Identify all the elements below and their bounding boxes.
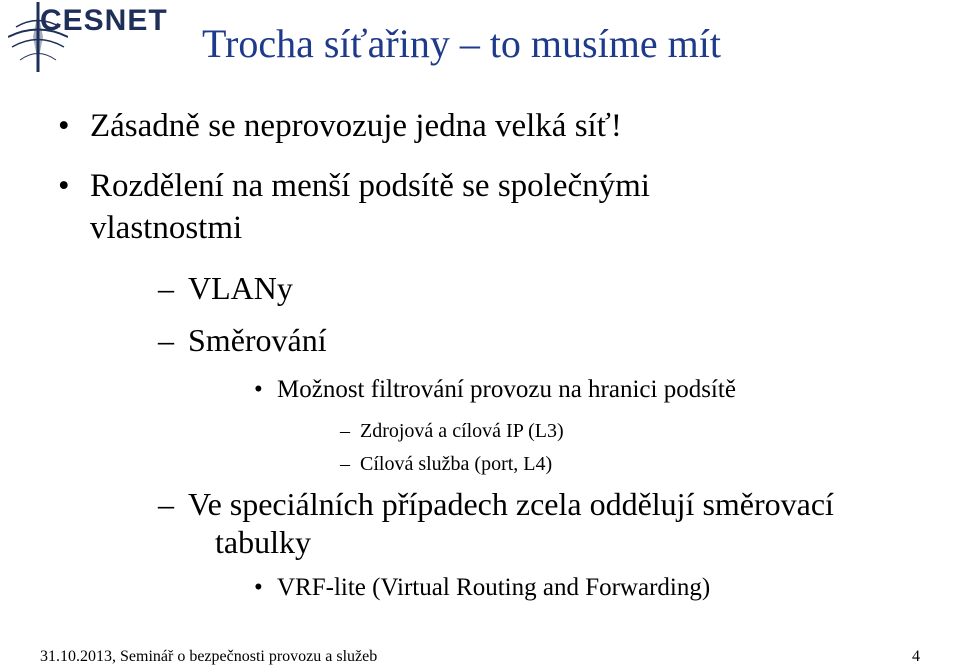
bullet-dash: – xyxy=(158,322,174,358)
bullet-2-text-line1: Rozdělení na menší podsítě se společnými xyxy=(90,168,650,204)
bullet-1-text: Zásadně se neprovozuje jedna velká síť! xyxy=(90,108,622,144)
sub-bullet-special-cases-line2: tabulky xyxy=(215,524,311,560)
sub-sub-bullet-vrf-lite: VRF-lite (Virtual Routing and Forwarding) xyxy=(277,574,711,601)
footer-text: 31.10.2013, Seminář o bezpečnosti provozu a služeb xyxy=(40,648,378,665)
bullet-dot: • xyxy=(254,574,263,601)
sub-bullet-special-cases-line1: Ve speciálních případech zcela oddělují směrovací xyxy=(188,486,834,522)
bullet-2-text-line2: vlastnostmi xyxy=(90,210,243,246)
bullet-dash: – xyxy=(158,486,174,522)
sub-bullet-smerovani: Směrování xyxy=(188,322,327,358)
bullet-dash: – xyxy=(340,420,350,442)
bullet-dash: – xyxy=(158,270,174,306)
cesnet-logo xyxy=(8,2,188,72)
sub-bullet-vlany: VLANy xyxy=(188,270,293,306)
page-number: 4 xyxy=(912,648,920,665)
level4-item-target-service: Cílová služba (port, L4) xyxy=(360,453,553,475)
bullet-dash: – xyxy=(340,453,350,475)
sub-sub-bullet-filtering: Možnost filtrování provozu na hranici podsítě xyxy=(277,376,736,403)
logo-text: CESNET xyxy=(40,4,168,37)
level4-item-source-ip: Zdrojová a cílová IP (L3) xyxy=(360,420,564,442)
bullet-dot: • xyxy=(58,168,70,204)
bullet-dot: • xyxy=(58,108,70,144)
bullet-dot: • xyxy=(254,376,263,403)
slide-title: Trocha síťařiny – to musíme mít xyxy=(202,21,721,66)
